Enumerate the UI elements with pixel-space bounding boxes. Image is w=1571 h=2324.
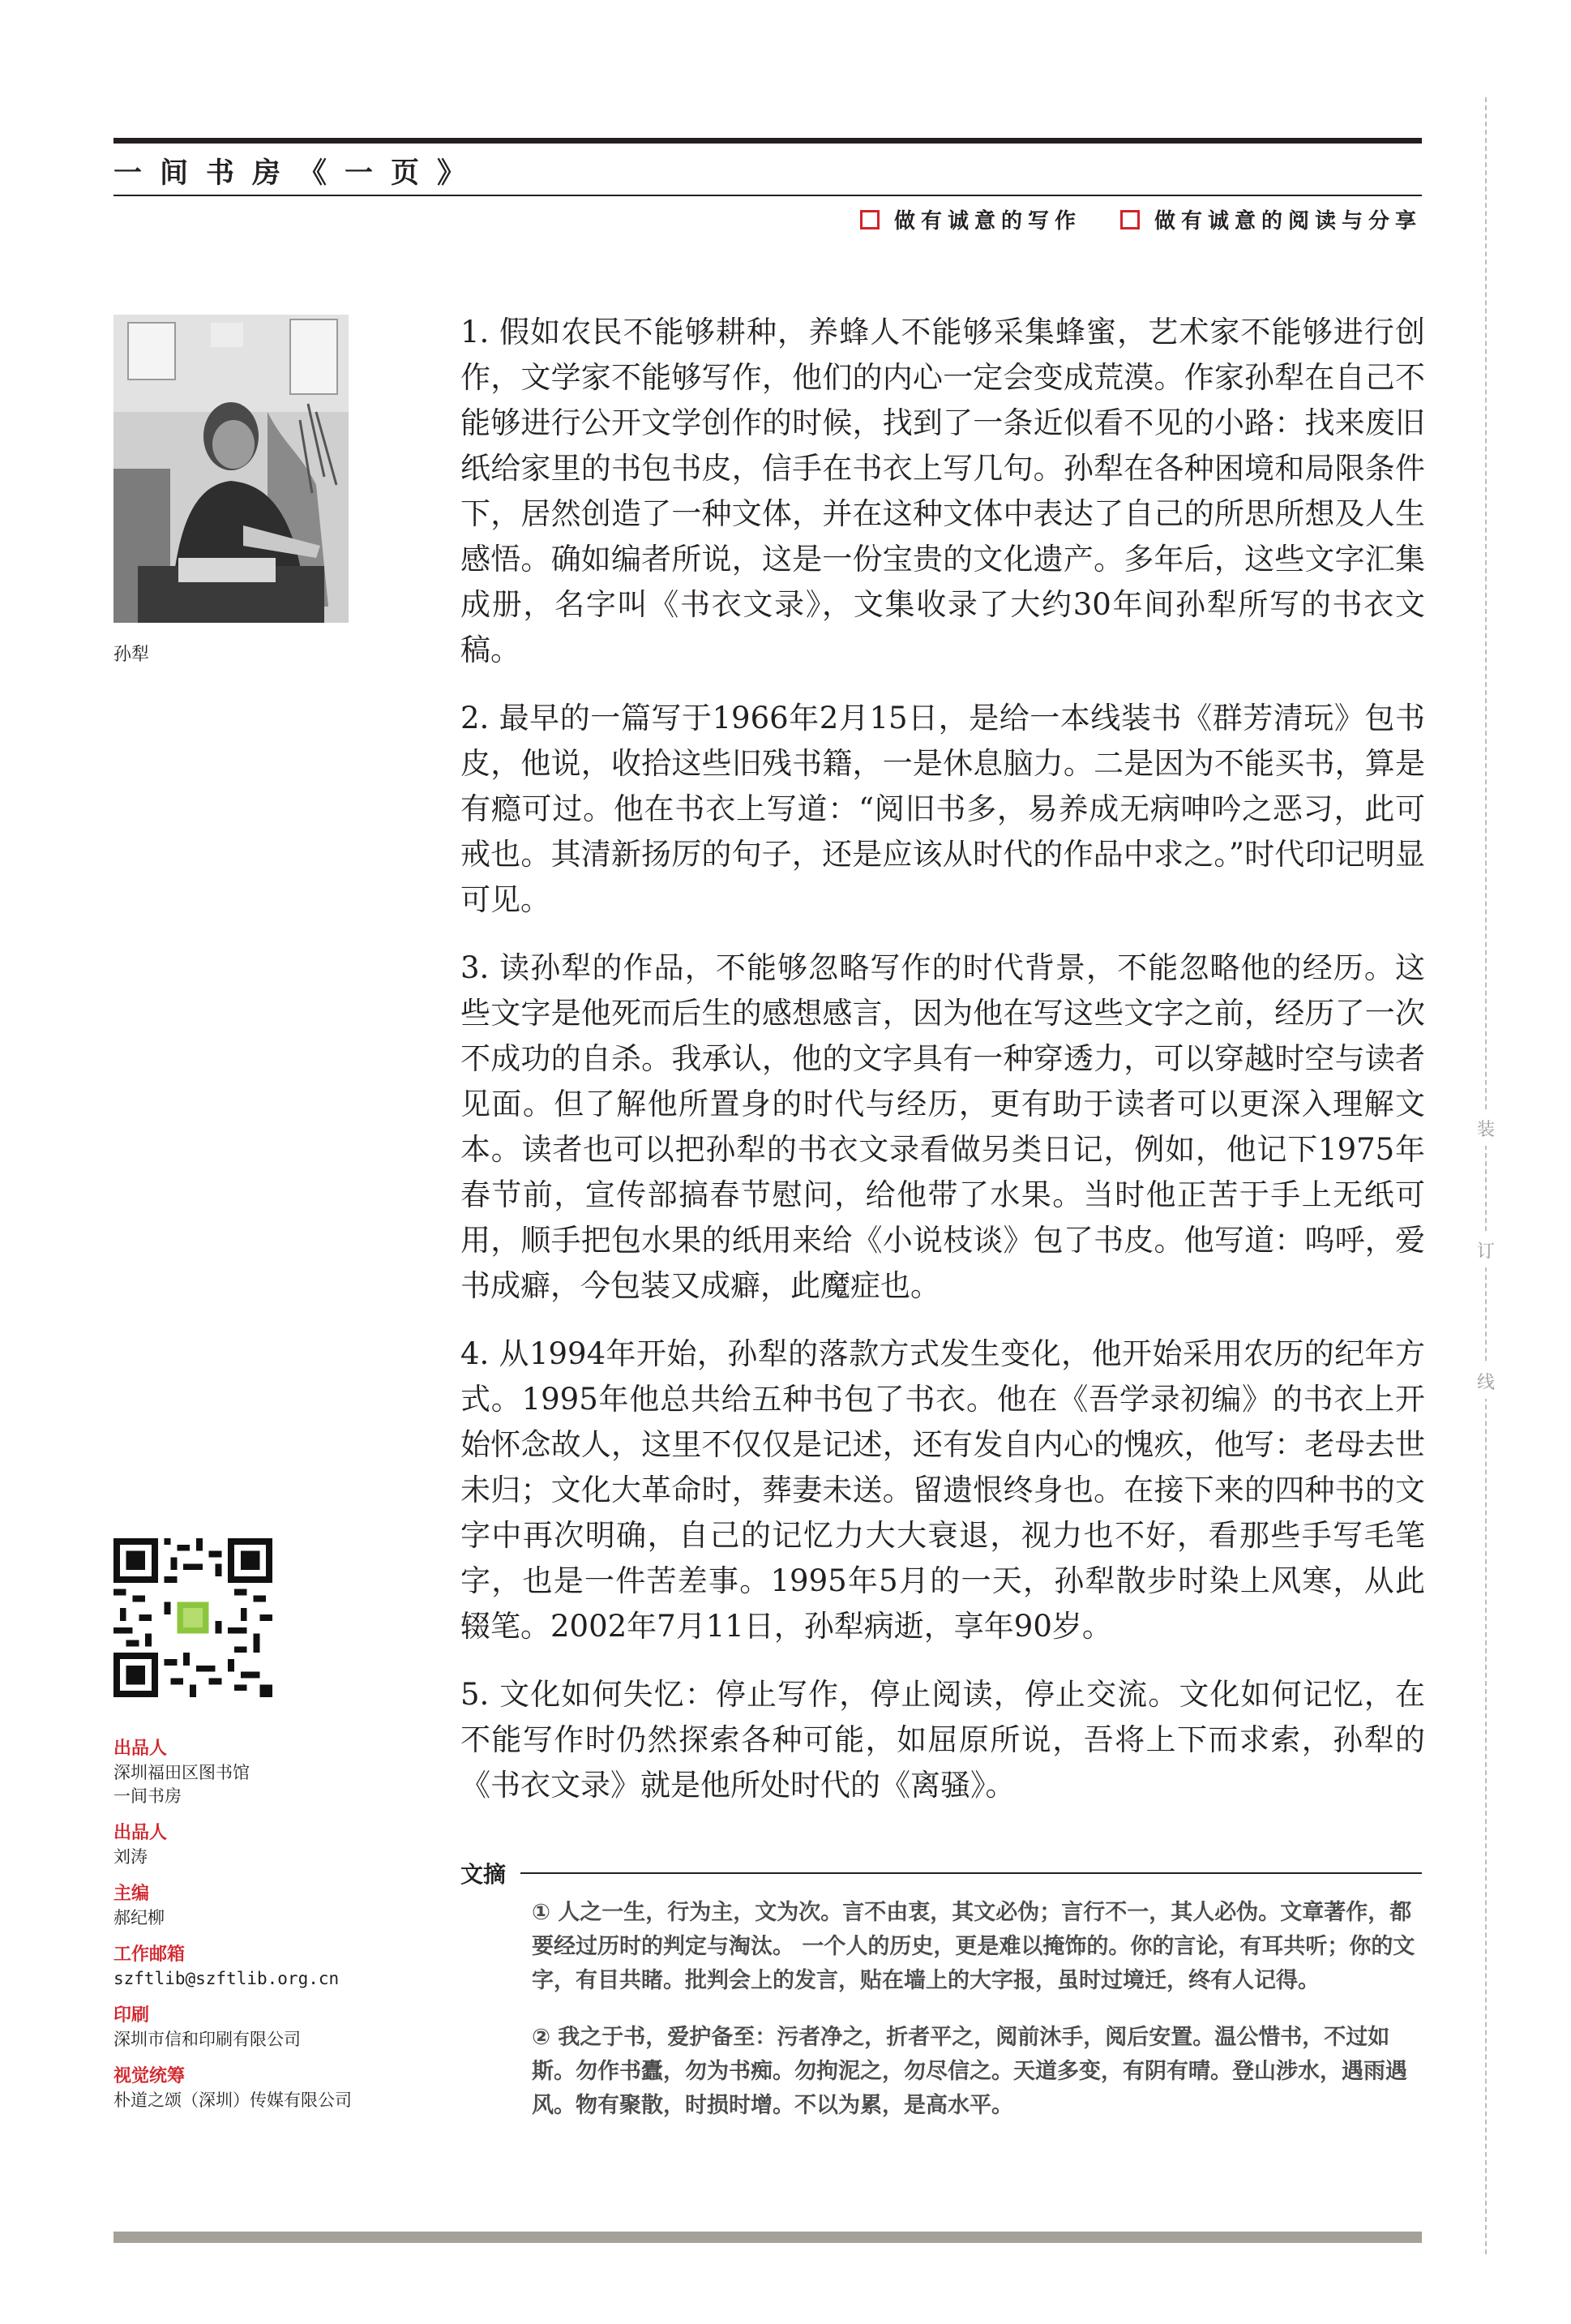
excerpt-item: ① 人之一生，行为主，文为次。言不由衷，其文必伪；言行不一，其人必伪。文章著作，都要经过历时的判定与淘汰。 一个人的历史，更是难以掩饰的。你的言论，有耳共听；你的文字，有目共睹。批判会上的发言，贴在墙上的大字报，虽时过境迁，终有人记得。 bbox=[532, 1900, 1415, 1993]
credit-value: 深圳市信和印刷有限公司 bbox=[113, 2030, 301, 2049]
credit-label: 视觉统筹 bbox=[113, 2066, 186, 2086]
paragraph: 5. 文化如何失忆：停止写作，停止阅读，停止交流。文化如何记忆，在不能写作时仍然探索各种可能，如屈原所说，吾将上下而求索，孙犁的《书衣文录》就是他所处时代的《离骚》。 bbox=[460, 1677, 1425, 1803]
credit-value: 郝纪柳 bbox=[113, 1908, 165, 1927]
qr-code[interactable] bbox=[113, 1538, 272, 1697]
paragraph: 3. 读孙犁的作品，不能够忽略写作的时代背景，不能忽略他的经历。这些文字是他死而后生的感想感言，因为他在写这些文字之前，经历了一次不成功的自杀。我承认，他的文字具有一种穿透力，可以穿越时空与读者见面。但了解他所置身的时代与经历，更有助于读者可以更深入理解文本。读者也可以把孙犁的书衣文录看做另类日记，例如，他记下1975年春节前，宣传部搞春节慰问，给他带了水果。当时他正苦于手上无纸可用，顺手把包水果的纸用来给《小说枝谈》包了书皮。他写道：呜呼，爱书成癖，今包装又成癖，此魔症也。 bbox=[460, 950, 1425, 1303]
motto-label: 做有诚意的写作 bbox=[893, 209, 1081, 234]
excerpt-title: 文摘 bbox=[460, 1861, 507, 1888]
motto-label: 做有诚意的阅读与分享 bbox=[1154, 209, 1422, 234]
credit-value: 深圳福田区图书馆 bbox=[113, 1763, 250, 1782]
paragraph: 1. 假如农民不能够耕种，养蜂人不能够采集蜂蜜，艺术家不能够进行创作，文学家不能够写作，他们的内心一定会变成荒漠。作家孙犁在自己不能够进行公开文学创作的时候，找到了一条近似看不见的小路：找来废旧纸给家里的书包书皮，信手在书衣上写几句。孙犁在各种困境和局限条件下，居然创造了一种文体，并在这种文体中表达了自己的所思所想及人生感悟。确如编者所说，这是一份宝贵的文化遗产。多年后，这些文字汇集成册，名字叫《书衣文录》，文集收录了大约30年间孙犁所写的书衣文稿。 bbox=[460, 315, 1425, 667]
credit-editor bbox=[113, 1882, 438, 1930]
header-rule bbox=[113, 195, 1422, 196]
credit-printer bbox=[113, 2004, 438, 2052]
paragraph: 2. 最早的一篇写于1966年2月15日，是给一本线装书《群芳清玩》包书皮，他说，收拾这些旧残书籍，一是休息脑力。二是因为不能买书，算是有瘾可过。他在书衣上写道：“阅旧书多，易养成无病呻吟之恶习，此可戒也。其清新扬厉的句子，还是应该从时代的作品中求之。”时代印记明显可见。 bbox=[460, 701, 1425, 917]
masthead-title: 一间书房《一页》 bbox=[113, 157, 484, 190]
credit-value: 一间书房 bbox=[113, 1786, 182, 1806]
credit-producer bbox=[113, 1821, 438, 1869]
binding-char: 订 bbox=[1474, 1233, 1498, 1267]
excerpt-header bbox=[460, 1857, 1422, 1889]
excerpt-item: ② 我之于书，爱护备至：污者净之，折者平之，阅前沐手，阅后安置。温公惜书，不过如斯。勿作书蠹，勿为书痴。勿拘泥之，勿尽信之。天道多变，有阴有晴。登山涉水，遇雨遇风。物有聚散，时损时增。不以为累，是高水平。 bbox=[532, 2025, 1407, 2118]
credit-value: 刘涛 bbox=[113, 1847, 148, 1867]
credit-label: 出品人 bbox=[113, 1739, 168, 1759]
binding-char: 线 bbox=[1474, 1364, 1498, 1399]
binding-line bbox=[1485, 97, 1487, 2254]
credit-value: 朴道之颂（深圳）传媒有限公司 bbox=[113, 2090, 352, 2110]
email-link[interactable]: szftlib@szftlib.org.cn bbox=[113, 1969, 340, 1988]
portrait-image bbox=[113, 315, 349, 623]
credit-label: 工作邮箱 bbox=[113, 1945, 186, 1965]
motto-writing bbox=[860, 204, 1081, 234]
checkbox-icon bbox=[860, 210, 880, 229]
mottos bbox=[860, 204, 1422, 234]
credit-publisher bbox=[113, 1737, 438, 1808]
binding-char: 装 bbox=[1474, 1111, 1498, 1146]
motto-reading bbox=[1120, 204, 1422, 234]
excerpt-list bbox=[532, 1896, 1422, 2146]
paragraph: 4. 从1994年开始，孙犁的落款方式发生变化，他开始采用农历的纪年方式。1995年他总共给五种书包了书衣。他在《吾学录初编》的书衣上开始怀念故人，这里不仅仅是记述，还有发自内心的愧疚，他写：老母去世未归；文化大革命时，葬妻未送。留遗恨终身也。在接下来的四种书的文字中再次明确，自己的记忆力大大衰退，视力也不好，看那些手写毛笔字，也是一件苦差事。1995年5月的一天，孙犁散步时染上风寒，从此辍笔。2002年7月11日，孙犁病逝，享年90岁。 bbox=[460, 1336, 1425, 1644]
credit-label: 印刷 bbox=[113, 2005, 150, 2026]
author-photo bbox=[113, 315, 349, 623]
photo-caption: 孙犁 bbox=[113, 645, 150, 665]
credit-email bbox=[113, 1943, 438, 1991]
credit-label: 主编 bbox=[113, 1884, 150, 1904]
checkbox-icon bbox=[1120, 210, 1140, 229]
qr-code-icon bbox=[113, 1538, 272, 1697]
credits bbox=[113, 1737, 438, 2125]
bottom-bar bbox=[113, 2232, 1422, 2243]
top-rule bbox=[113, 138, 1422, 144]
article-body bbox=[460, 310, 1425, 1831]
credit-label: 出品人 bbox=[113, 1823, 168, 1843]
credit-visual bbox=[113, 2065, 438, 2112]
excerpt-rule bbox=[520, 1872, 1422, 1874]
